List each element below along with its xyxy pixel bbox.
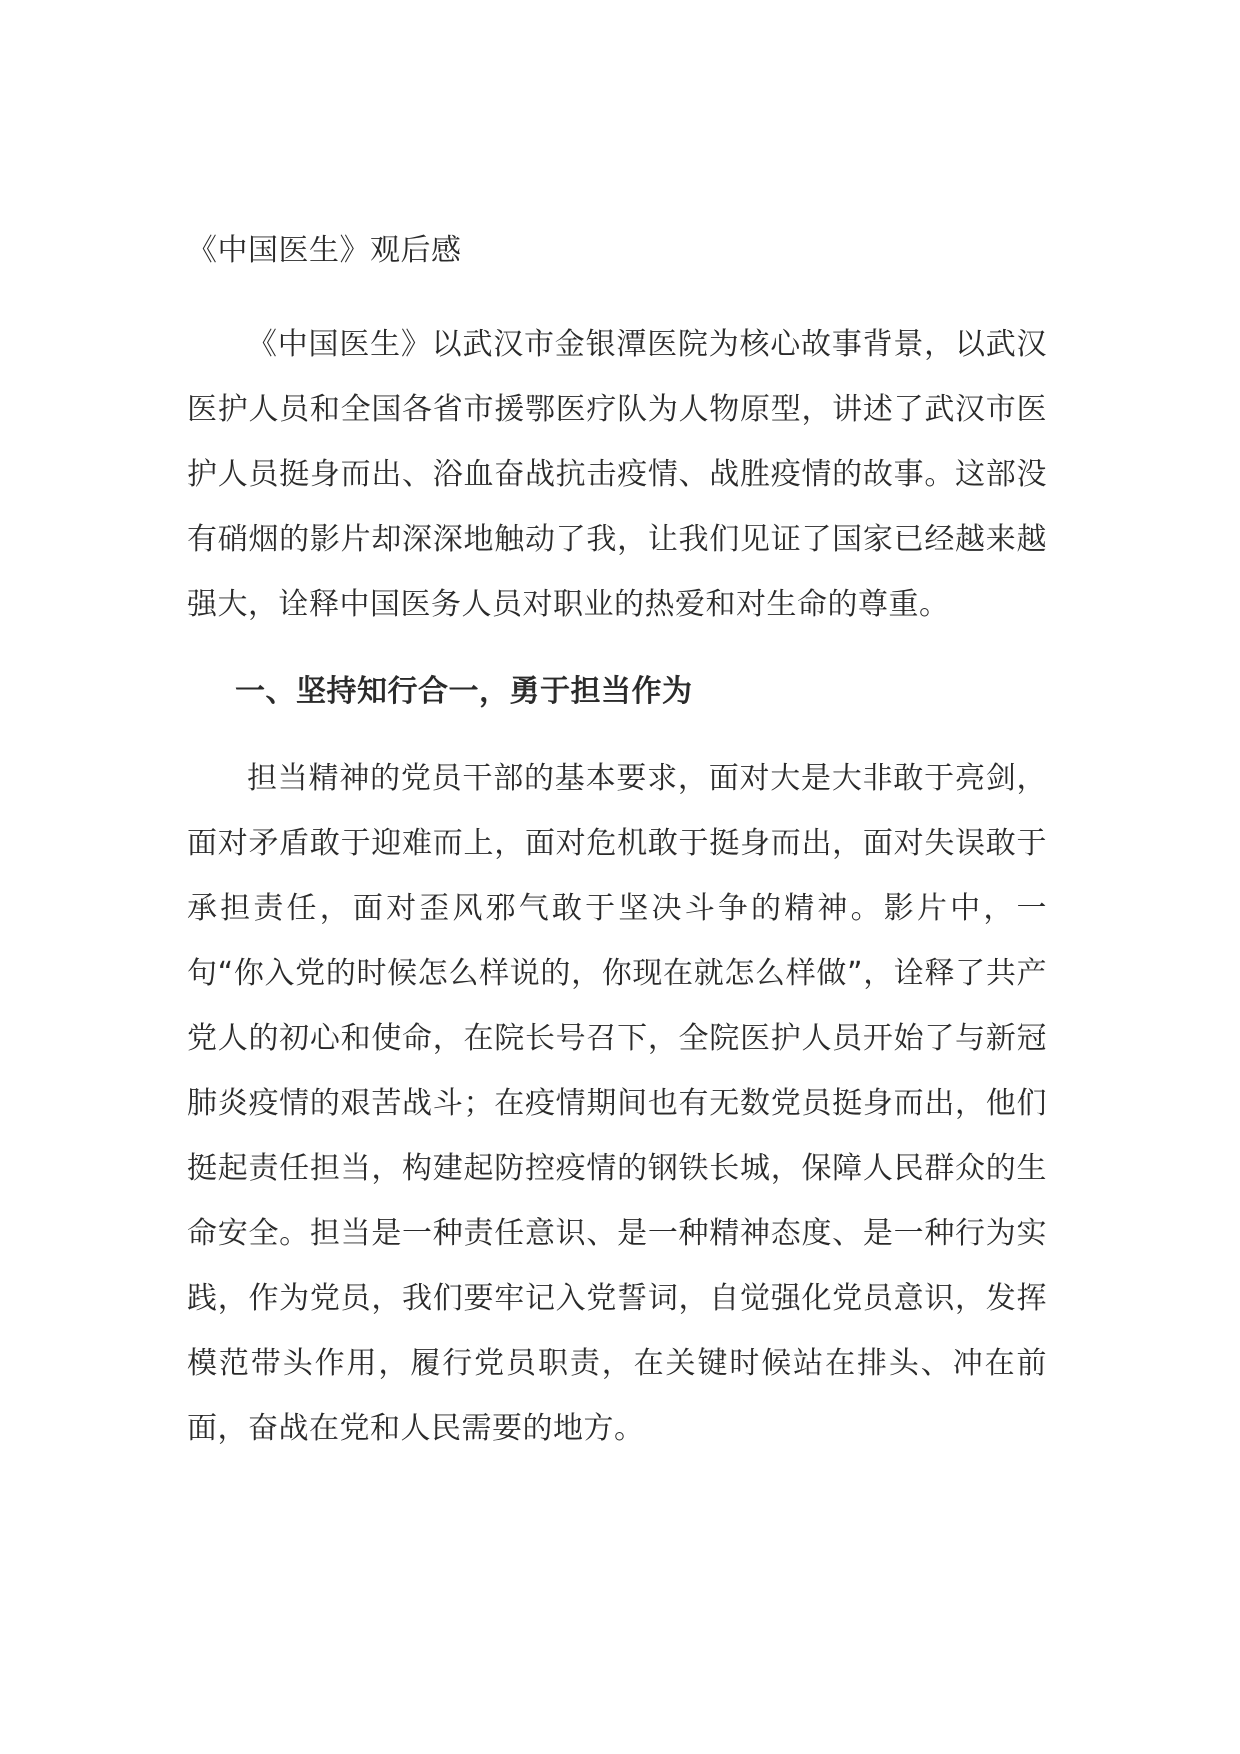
document-title: 《中国医生》观后感 bbox=[187, 233, 462, 268]
document-body bbox=[187, 218, 1047, 1483]
section-heading: 一、坚持知行合一，勇于担当作为 bbox=[235, 674, 693, 709]
intro-paragraph: 《中国医生》以武汉市金银潭医院为核心故事背景，以武汉医护人员和全国各省市援鄂医疗队为人物原型，讲述了武汉市医护人员挺身而出、浴血奋战抗击疫情、战胜疫情的故事。这部没有硝烟的影片却深深地触动了我，让我们见证了国家已经越来越强大，诠释中国医务人员对职业的热爱和对生命的尊重。 bbox=[187, 327, 1047, 622]
section-paragraph: 担当精神的党员干部的基本要求，面对大是大非敢于亮剑，面对矛盾敢于迎难而上，面对危机敢于挺身而出，面对失误敢于承担责任，面对歪风邪气敢于坚决斗争的精神。影片中，一句“你入党的时候怎么样说的，你现在就怎么样做”，诠释了共产党人的初心和使命，在院长号召下，全院医护人员开始了与新冠肺炎疫情的艰苦战斗；在疫情期间也有无数党员挺身而出，他们挺起责任担当，构建起防控疫情的钢铁长城，保障人民群众的生命安全。担当是一种责任意识、是一种精神态度、是一种行为实践，作为党员，我们要牢记入党誓词，自觉强化党员意识，发挥模范带头作用，履行党员职责，在关键时候站在排头、冲在前面，奋战在党和人民需要的地方。 bbox=[187, 761, 1047, 1446]
